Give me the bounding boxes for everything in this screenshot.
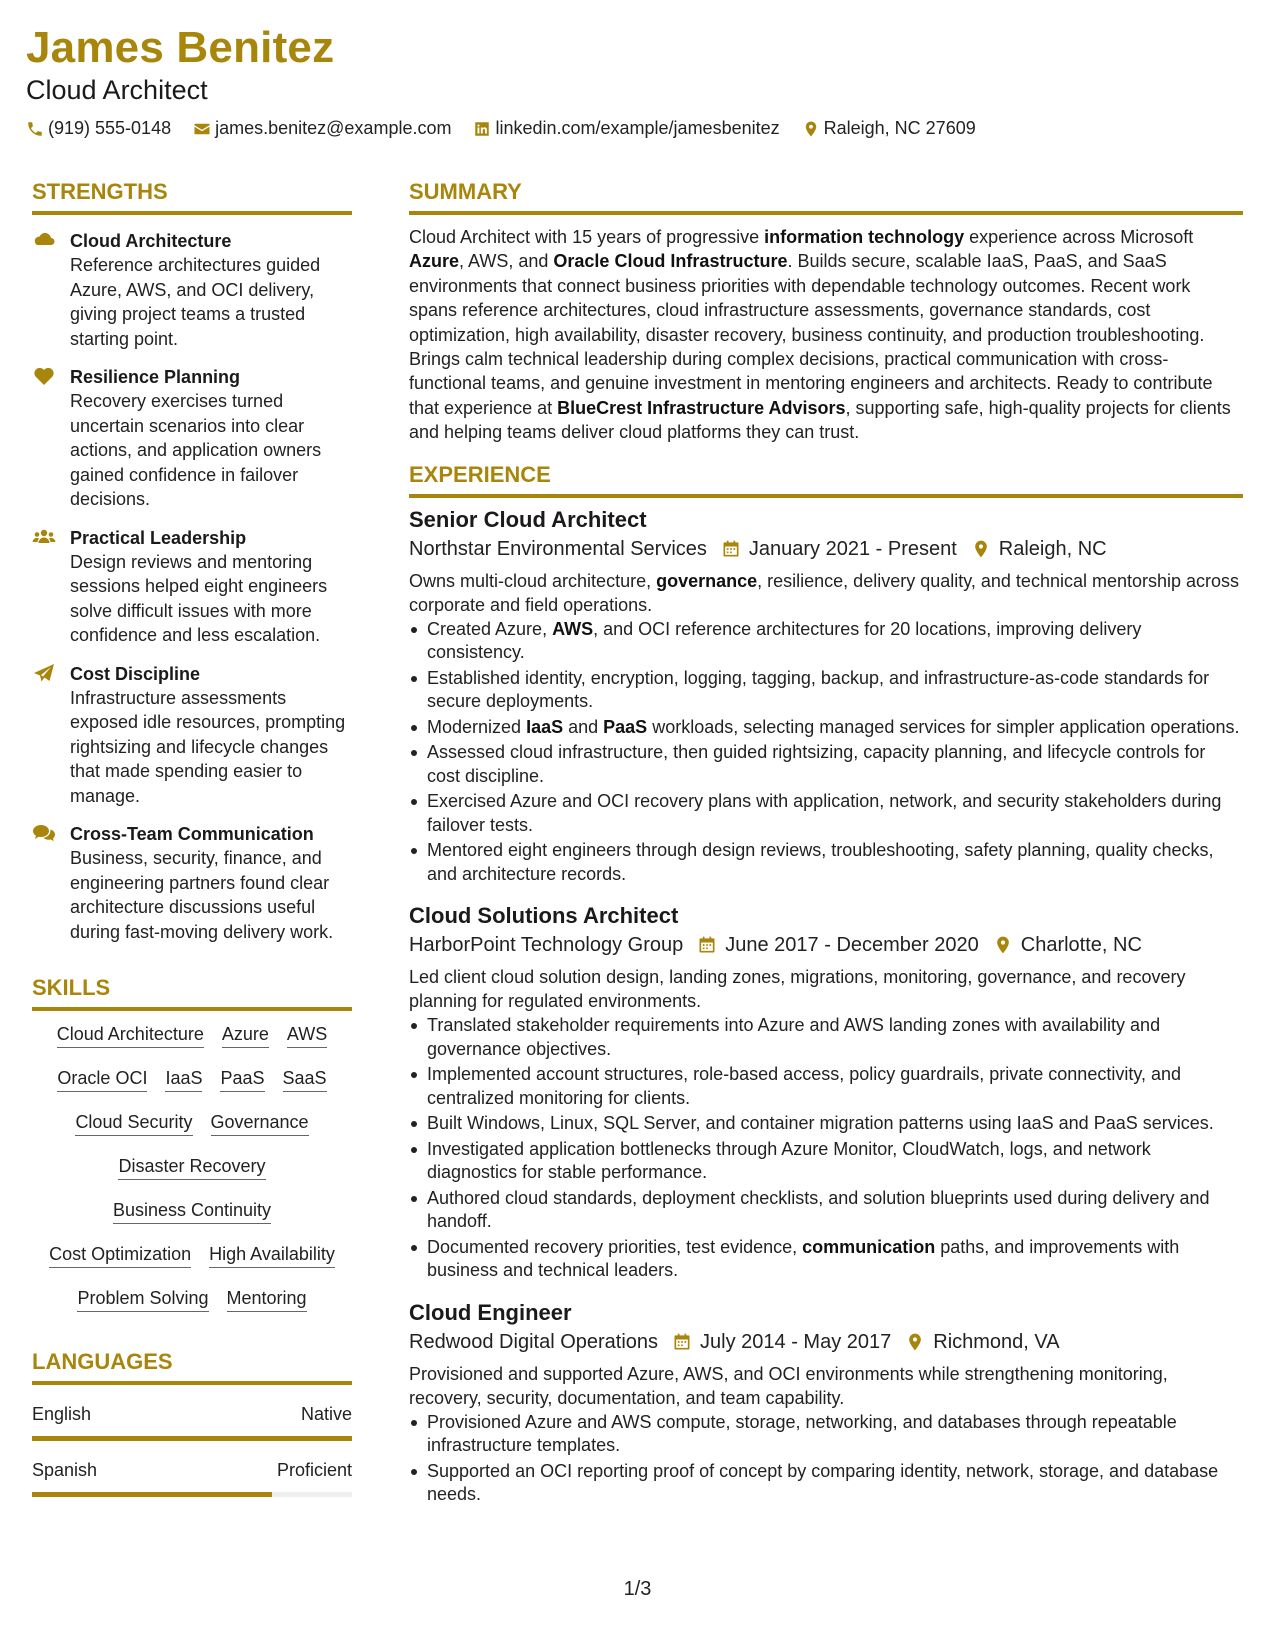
envelope-icon bbox=[193, 120, 211, 138]
text-run: Implemented account structures, role-based access, policy guardrails, private connectivity, and centralized monitoring for clients. bbox=[427, 1064, 1182, 1108]
strength-item bbox=[32, 662, 352, 809]
strength-item bbox=[32, 822, 352, 944]
job-dates: July 2014 - May 2017 bbox=[700, 1330, 892, 1353]
job-company: Redwood Digital Operations bbox=[409, 1330, 659, 1353]
page-number: 1/3 bbox=[623, 1578, 652, 1600]
job-description bbox=[409, 1362, 1243, 1410]
job-meta bbox=[409, 1329, 1243, 1355]
job-entry bbox=[409, 1299, 1243, 1507]
bullet-item bbox=[409, 1063, 1243, 1110]
job-bullets bbox=[409, 1411, 1243, 1507]
job-meta bbox=[409, 536, 1243, 562]
bullet-item bbox=[409, 716, 1243, 740]
skill-tag: Problem Solving bbox=[77, 1287, 208, 1312]
language-level: Proficient bbox=[276, 1460, 352, 1480]
strength-title: Cross-Team Communication bbox=[70, 824, 314, 844]
language-name: Spanish bbox=[32, 1460, 98, 1480]
job-entry bbox=[409, 506, 1243, 887]
linkedin-icon bbox=[473, 120, 491, 138]
language-level: Native bbox=[300, 1404, 352, 1424]
map-marker-icon bbox=[905, 1332, 925, 1352]
map-marker-icon bbox=[971, 539, 991, 559]
text-run: Provisioned and supported Azure, AWS, and OCI environments while strengthening monitoring, recovery, security, documentation, and team capability. bbox=[409, 1363, 1168, 1408]
map-marker-icon bbox=[993, 935, 1013, 955]
text-run: Exercised Azure and OCI recovery plans with application, network, and security stakeholders during failover tests. bbox=[427, 791, 1222, 835]
text-run: paths, and improvements with business and technical leaders. bbox=[427, 1236, 1180, 1281]
bullet-item bbox=[409, 741, 1243, 788]
skill-tag: Mentoring bbox=[227, 1287, 307, 1312]
bold-keyword: communication bbox=[802, 1236, 936, 1257]
skill-row bbox=[32, 1155, 352, 1180]
bullet-item bbox=[409, 790, 1243, 837]
skill-tag: PaaS bbox=[220, 1067, 264, 1092]
strengths-list bbox=[32, 229, 352, 944]
skill-tag: SaaS bbox=[283, 1067, 327, 1092]
text-run: , supporting safe, high-quality projects for clients and helping teams deliver cloud platforms they can trust. bbox=[409, 397, 1231, 443]
comments-icon bbox=[32, 823, 56, 843]
job-location: Charlotte, NC bbox=[1020, 934, 1142, 957]
text-run: Supported an OCI reporting proof of concept by comparing identity, network, storage, and database needs. bbox=[427, 1460, 1219, 1505]
text-run: workloads, selecting managed services for simpler application operations. bbox=[647, 716, 1240, 737]
skill-tag: Cost Optimization bbox=[49, 1243, 191, 1268]
language-row bbox=[32, 1403, 352, 1425]
skill-tag: Cloud Security bbox=[75, 1111, 192, 1136]
skill-tag: Azure bbox=[222, 1023, 269, 1048]
skills-list bbox=[32, 1023, 352, 1312]
bullet-item bbox=[409, 839, 1243, 886]
text-run: Mentored eight engineers through design reviews, troubleshooting, safety planning, quality checks, and architecture records. bbox=[427, 840, 1214, 884]
skill-tag: IaaS bbox=[165, 1067, 202, 1092]
text-run: , resilience, delivery quality, and technical mentorship across corporate and field operations. bbox=[409, 570, 1240, 615]
location-text: Raleigh, NC 27609 bbox=[823, 118, 976, 138]
bullet-item bbox=[409, 618, 1243, 665]
job-dates: January 2021 - Present bbox=[748, 537, 957, 560]
map-marker-icon bbox=[802, 120, 820, 138]
language-name: English bbox=[32, 1404, 92, 1424]
skill-tag: AWS bbox=[287, 1023, 327, 1048]
strength-item bbox=[32, 526, 352, 648]
language-proficiency-fill bbox=[32, 1492, 272, 1497]
job-entry bbox=[409, 902, 1243, 1283]
text-run: Modernized bbox=[427, 716, 527, 737]
skills-heading: SKILLS bbox=[32, 974, 352, 1011]
text-run: Translated stakeholder requirements into Azure and AWS landing zones with availability and governance objectives. bbox=[427, 1015, 1161, 1059]
text-run: , and OCI reference architectures for 20 locations, improving delivery consistency. bbox=[427, 618, 1142, 663]
skill-row bbox=[32, 1023, 352, 1048]
job-description bbox=[409, 965, 1243, 1013]
language-proficiency-fill bbox=[32, 1436, 352, 1441]
linkedin-text[interactable]: linkedin.com/example/jamesbenitez bbox=[495, 118, 780, 138]
strength-desc: Reference architectures guided Azure, AWS, and OCI delivery, giving project teams a trusted starting point. bbox=[70, 255, 321, 349]
right-column bbox=[409, 178, 1243, 1509]
skill-row bbox=[32, 1199, 352, 1224]
job-meta bbox=[409, 932, 1243, 958]
text-run: and bbox=[563, 716, 604, 737]
skill-tag: Disaster Recovery bbox=[118, 1155, 265, 1180]
text-run: Authored cloud standards, deployment checklists, and solution blueprints used during delivery and handoff. bbox=[427, 1187, 1210, 1232]
job-bullets bbox=[409, 618, 1243, 887]
skill-tag: Oracle OCI bbox=[57, 1067, 147, 1092]
text-run: Documented recovery priorities, test evidence, bbox=[427, 1236, 803, 1257]
skill-row bbox=[32, 1243, 352, 1268]
bold-keyword: AWS bbox=[552, 618, 594, 639]
strength-title: Practical Leadership bbox=[70, 527, 247, 548]
job-title: Cloud Engineer bbox=[409, 1299, 572, 1325]
skill-tag: Business Continuity bbox=[113, 1199, 271, 1224]
contact-phone bbox=[26, 118, 171, 139]
strength-desc: Business, security, finance, and engineering partners found clear architecture discussions useful during fast-moving delivery work. bbox=[70, 848, 334, 942]
languages-list bbox=[32, 1403, 352, 1497]
job-location: Richmond, VA bbox=[933, 1330, 1060, 1353]
bullet-item bbox=[409, 667, 1243, 714]
job-location: Raleigh, NC bbox=[998, 537, 1107, 560]
email-text[interactable]: james.benitez@example.com bbox=[215, 118, 452, 138]
contact-location bbox=[802, 118, 976, 139]
text-run: experience across Microsoft bbox=[964, 227, 1194, 247]
bold-keyword: PaaS bbox=[603, 716, 648, 737]
bullet-item bbox=[409, 1187, 1243, 1234]
skill-tag: High Availability bbox=[209, 1243, 335, 1268]
skill-tag: Cloud Architecture bbox=[57, 1023, 204, 1048]
bullet-item bbox=[409, 1411, 1243, 1458]
text-run: Built Windows, Linux, SQL Server, and container migration patterns using IaaS and PaaS services. bbox=[427, 1113, 1214, 1134]
bold-keyword: governance bbox=[656, 570, 758, 591]
paper-plane-icon bbox=[32, 663, 56, 683]
strength-item bbox=[32, 365, 352, 512]
job-company: Northstar Environmental Services bbox=[409, 537, 707, 560]
languages-heading: LANGUAGES bbox=[32, 1348, 352, 1385]
calendar-icon bbox=[721, 539, 741, 559]
job-title: Cloud Solutions Architect bbox=[409, 903, 679, 929]
text-run: Owns multi-cloud architecture, bbox=[409, 570, 657, 591]
bold-keyword: IaaS bbox=[526, 716, 564, 737]
contact-bar bbox=[26, 118, 1246, 139]
strength-title: Resilience Planning bbox=[70, 367, 241, 387]
text-run: , AWS, and bbox=[459, 251, 554, 272]
calendar-icon bbox=[672, 1332, 692, 1352]
skill-tag: Governance bbox=[211, 1111, 309, 1136]
text-run: Investigated application bottlenecks through Azure Monitor, CloudWatch, logs, and network diagnostics for stable performance. bbox=[427, 1138, 1151, 1183]
bold-keyword: BlueCrest Infrastructure Advisors bbox=[557, 397, 846, 418]
strength-desc: Recovery exercises turned uncertain scenarios into clear actions, and application owners gained confidence in failover decisions. bbox=[70, 391, 322, 509]
strength-title: Cost Discipline bbox=[70, 663, 201, 684]
strength-item bbox=[32, 229, 352, 351]
language-row bbox=[32, 1459, 352, 1481]
job-company: HarborPoint Technology Group bbox=[409, 934, 684, 957]
language-proficiency-bar bbox=[32, 1436, 352, 1441]
cloud-icon bbox=[32, 230, 56, 250]
users-icon bbox=[32, 527, 56, 547]
text-run: . Builds secure, scalable IaaS, PaaS, and SaaS environments that connect business priorities with dependable technology outcomes. Recent work spans reference architectures, cloud infrastructure assessments, governance standards, cost optimization, high availability, disaster recovery, business continuity, and production troubleshooting. Brings calm technical leadership during complex decisions, practical communication with cross-functional teams, and genuine investment in mentoring engineers and architects. Ready to contribute that experience at bbox=[409, 251, 1213, 418]
left-column bbox=[32, 178, 352, 1497]
strengths-heading: STRENGTHS bbox=[32, 178, 352, 215]
jobs-list bbox=[409, 506, 1243, 1507]
strength-title: Cloud Architecture bbox=[70, 231, 232, 251]
resume-header bbox=[26, 22, 1246, 139]
skill-row bbox=[32, 1067, 352, 1092]
language-proficiency-bar bbox=[32, 1492, 352, 1497]
skill-row bbox=[32, 1111, 352, 1136]
bullet-item bbox=[409, 1112, 1243, 1136]
text-run: Provisioned Azure and AWS compute, storage, networking, and databases through repeatable infrastructure templates. bbox=[427, 1411, 1177, 1456]
summary-text bbox=[409, 225, 1243, 445]
calendar-icon bbox=[697, 935, 717, 955]
text-run: Created Azure, bbox=[427, 618, 553, 639]
bold-keyword: Oracle Cloud Infrastructure bbox=[553, 251, 788, 272]
job-title: Senior Cloud Architect bbox=[409, 506, 647, 532]
strength-desc: Infrastructure assessments exposed idle resources, prompting rightsizing and lifecycle changes that made spending easier to manage. bbox=[70, 687, 346, 806]
bold-keyword: Azure bbox=[409, 251, 460, 272]
text-run: Established identity, encryption, logging, tagging, backup, and infrastructure-as-code standards for secure deployments. bbox=[427, 667, 1210, 712]
contact-email[interactable] bbox=[193, 118, 451, 139]
bold-keyword: information technology bbox=[764, 227, 965, 247]
phone-text: (919) 555-0148 bbox=[48, 118, 172, 138]
text-run: Cloud Architect with 15 years of progressive bbox=[409, 227, 765, 247]
bullet-item bbox=[409, 1460, 1243, 1507]
text-run: Led client cloud solution design, landing zones, migrations, monitoring, governance, and recovery planning for regulated environments. bbox=[409, 967, 1186, 1012]
candidate-name: James Benitez bbox=[26, 23, 335, 72]
contact-linkedin[interactable] bbox=[473, 118, 779, 139]
strength-desc: Design reviews and mentoring sessions helped eight engineers solve difficult issues with more confidence and less escalation. bbox=[70, 551, 328, 645]
bullet-item bbox=[409, 1138, 1243, 1185]
skill-row bbox=[32, 1287, 352, 1312]
experience-heading: EXPERIENCE bbox=[409, 461, 1243, 498]
job-dates: June 2017 - December 2020 bbox=[725, 934, 979, 957]
heart-icon bbox=[32, 366, 56, 386]
job-description bbox=[409, 569, 1243, 617]
job-bullets bbox=[409, 1014, 1243, 1283]
candidate-title: Cloud Architect bbox=[26, 75, 208, 105]
text-run: Assessed cloud infrastructure, then guided rightsizing, capacity planning, and lifecycle controls for cost discipline. bbox=[427, 742, 1206, 786]
summary-heading: SUMMARY bbox=[409, 178, 1243, 215]
bullet-item bbox=[409, 1236, 1243, 1283]
bullet-item bbox=[409, 1014, 1243, 1061]
phone-icon bbox=[26, 120, 44, 138]
